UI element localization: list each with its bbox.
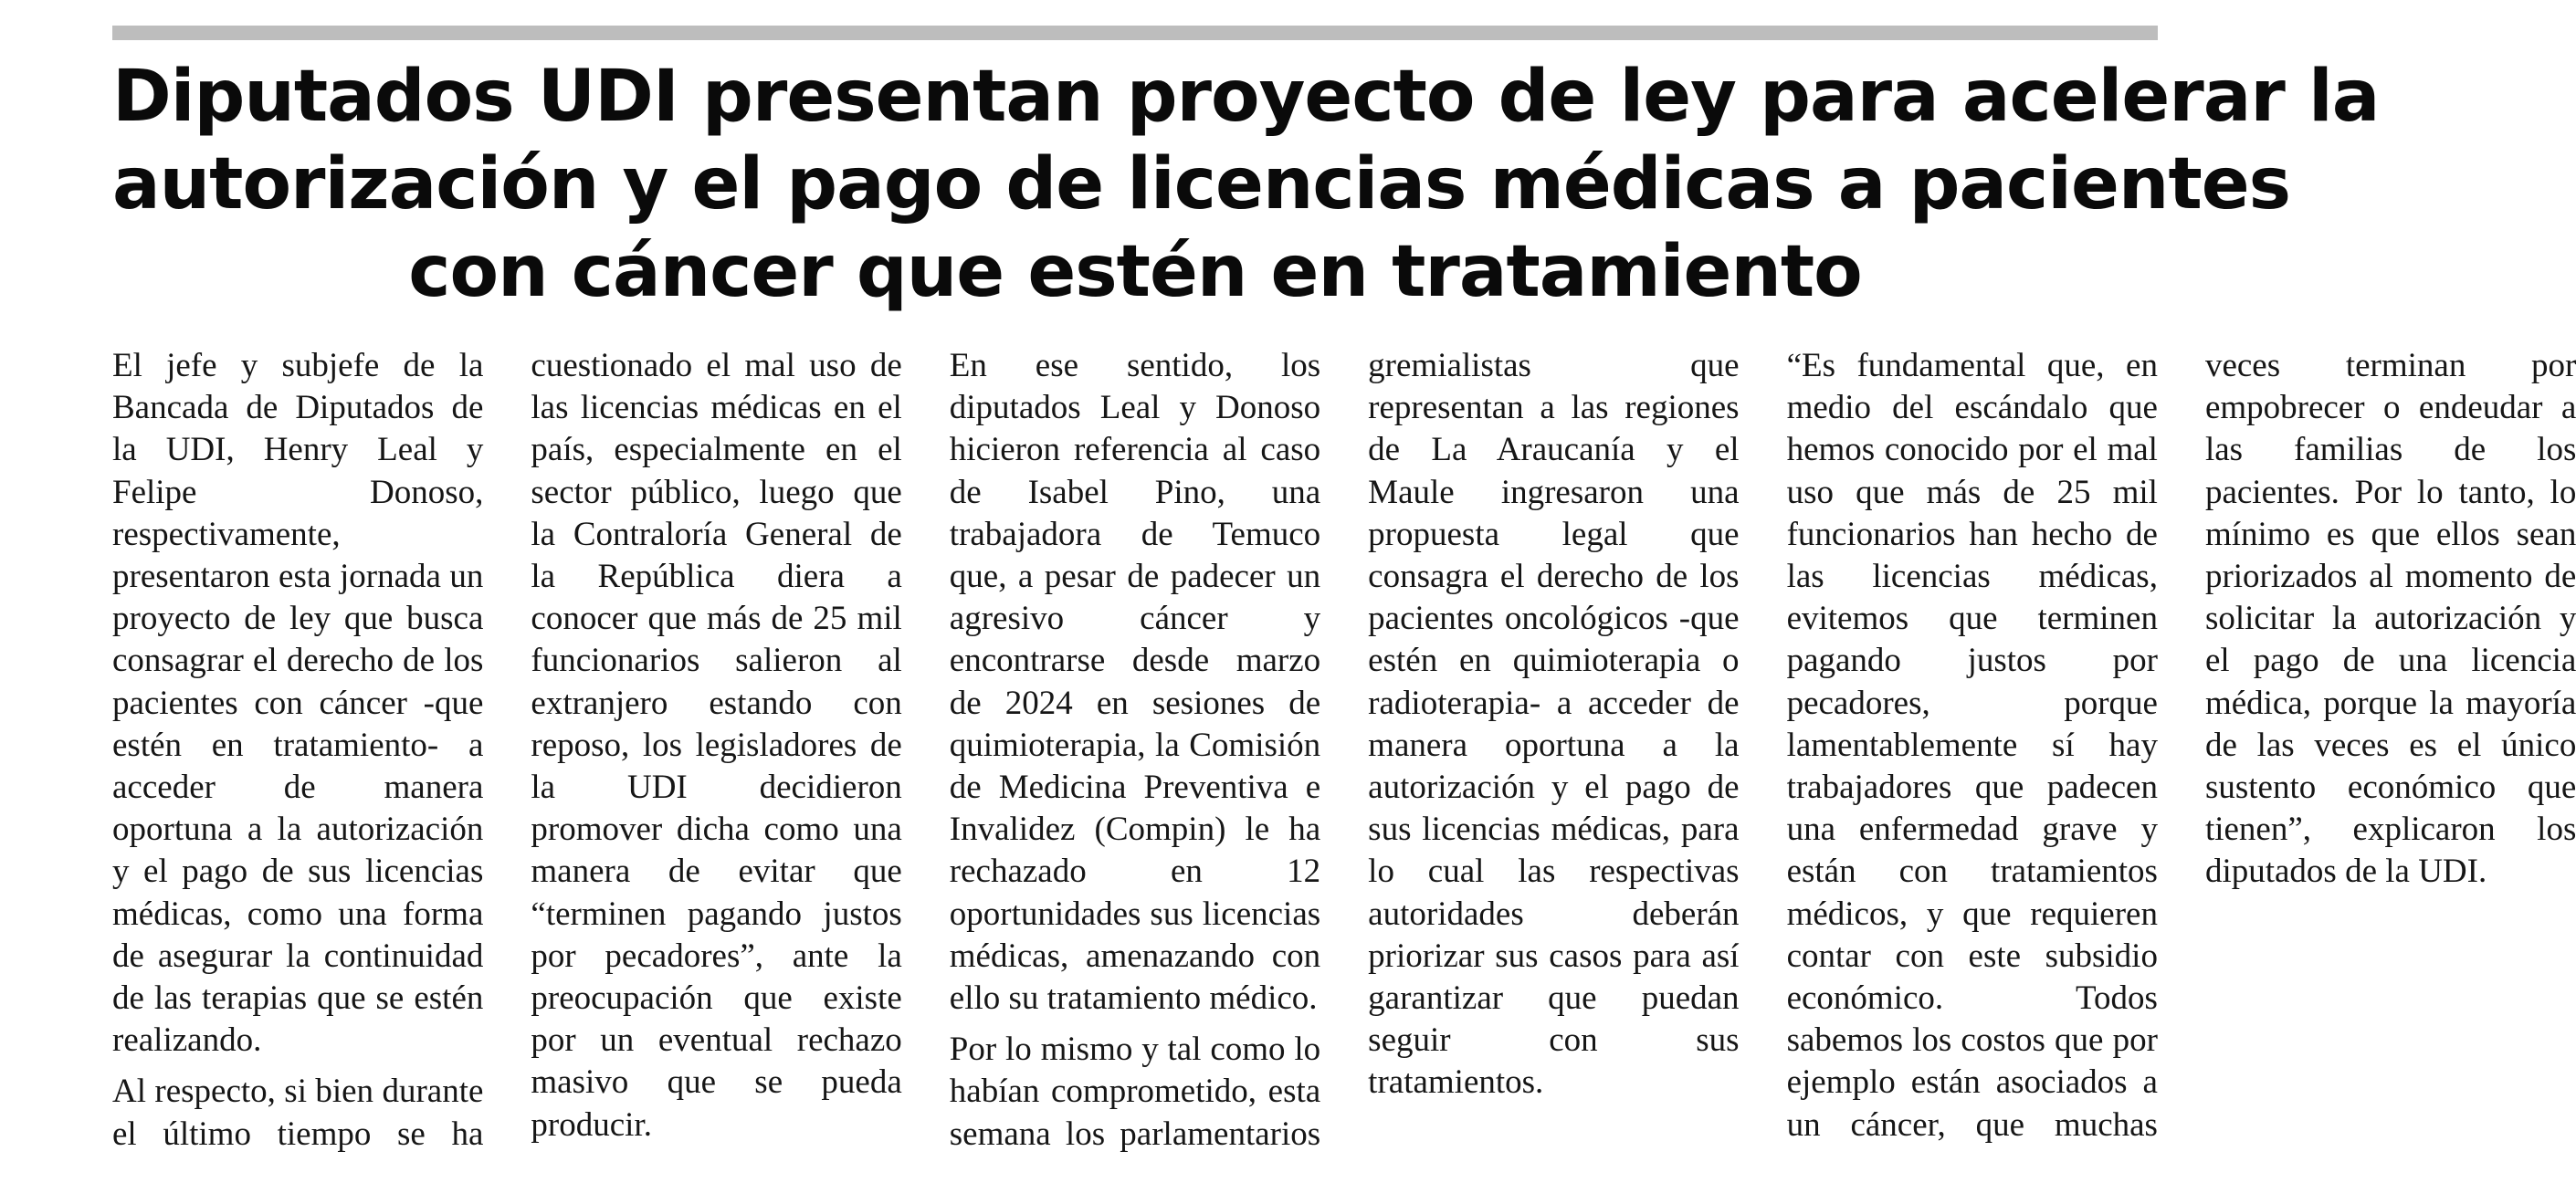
article-body: [112, 345, 2576, 1167]
body-paragraph-1: El jefe y subjefe de la Bancada de Diputados de la UDI, Henry Leal y Felipe Donoso, respectivamente, presentaron esta jornada un proyecto de ley que busca consagrar el derecho de los pacientes con cáncer -que estén en tratamiento- a acceder de manera oportuna a la autorización y el pago de sus licencias médicas, como una forma de asegurar la continuidad de las terapias que se estén realizando.: [112, 347, 484, 1060]
body-paragraph-5: “Es fundamental que, en medio del escándalo que hemos conocido por el mal uso que más de 25 mil funcionarios han hecho de las licencias médicas, evitemos que terminen pagando justos por pecadores, porque lamentablemente sí hay trabajadores que padecen una enfermedad grave y están con tratamientos médicos, y que requieren contar con este subsidio económico. Todos sabemos los costos que por ejemplo están asociados a un cáncer, que muchas veces terminan por empobrecer o endeudar a las familias de los pacientes. Por lo tanto, lo mínimo es que ellos sean priorizados al momento de solicitar la autorización y el pago de una licencia médica, porque la mayoría de las veces es el único sustento económico que tienen”, explicaron los diputados de la UDI.: [1786, 347, 2576, 1144]
top-rule: [112, 26, 2158, 40]
headline-line-3: con cáncer que estén en tratamiento: [408, 231, 1862, 313]
body-paragraph-4: Por lo mismo y tal como lo habían comprometido, esta semana los parlamentarios gremialistas que representan a las regiones de La Araucanía y el Maule ingresaron una propuesta legal que consagra el derecho de los pacientes oncológicos -que estén en quimioterapia o radioterapia- a acceder de manera oportuna a la autorización y el pago de sus licencias médicas, para lo cual las respectivas autoridades deberán priorizar sus casos para así garantizar que puedan seguir con sus tratamientos.: [949, 347, 1740, 1153]
headline-line-2: autorización y el pago de licencias médicas a pacientes: [112, 143, 2291, 225]
headline-line-1: Diputados UDI presentan proyecto de ley para acelerar la: [112, 56, 2380, 138]
body-paragraph-3: En ese sentido, los diputados Leal y Donoso hicieron referencia al caso de Isabel Pino, una trabajadora de Temuco que, a pesar de padecer un agresivo cáncer y encontrarse desde marzo de 2024 en sesiones de quimioterapia, la Comisión de Medicina Preventiva e Invalidez (Compin) le ha rechazado en 12 oportunidades sus licencias médicas, amenazando con ello su tratamiento médico.: [949, 347, 1321, 1018]
article-headline: [112, 53, 2380, 316]
body-paragraph-2: Al respecto, si bien durante el último tiempo se ha cuestionado el mal uso de las licencias médicas en el país, especialmente en el sector público, luego que la Contraloría General de la República diera a conocer que más de 25 mil funcionarios salieron al extranjero estando con reposo, los legisladores de la UDI decidieron promover dicha como una manera de evitar que “terminen pagando justos por pecadores”, ante la preocupación que existe por un eventual rechazo masivo que se pueda producir.: [112, 347, 902, 1153]
